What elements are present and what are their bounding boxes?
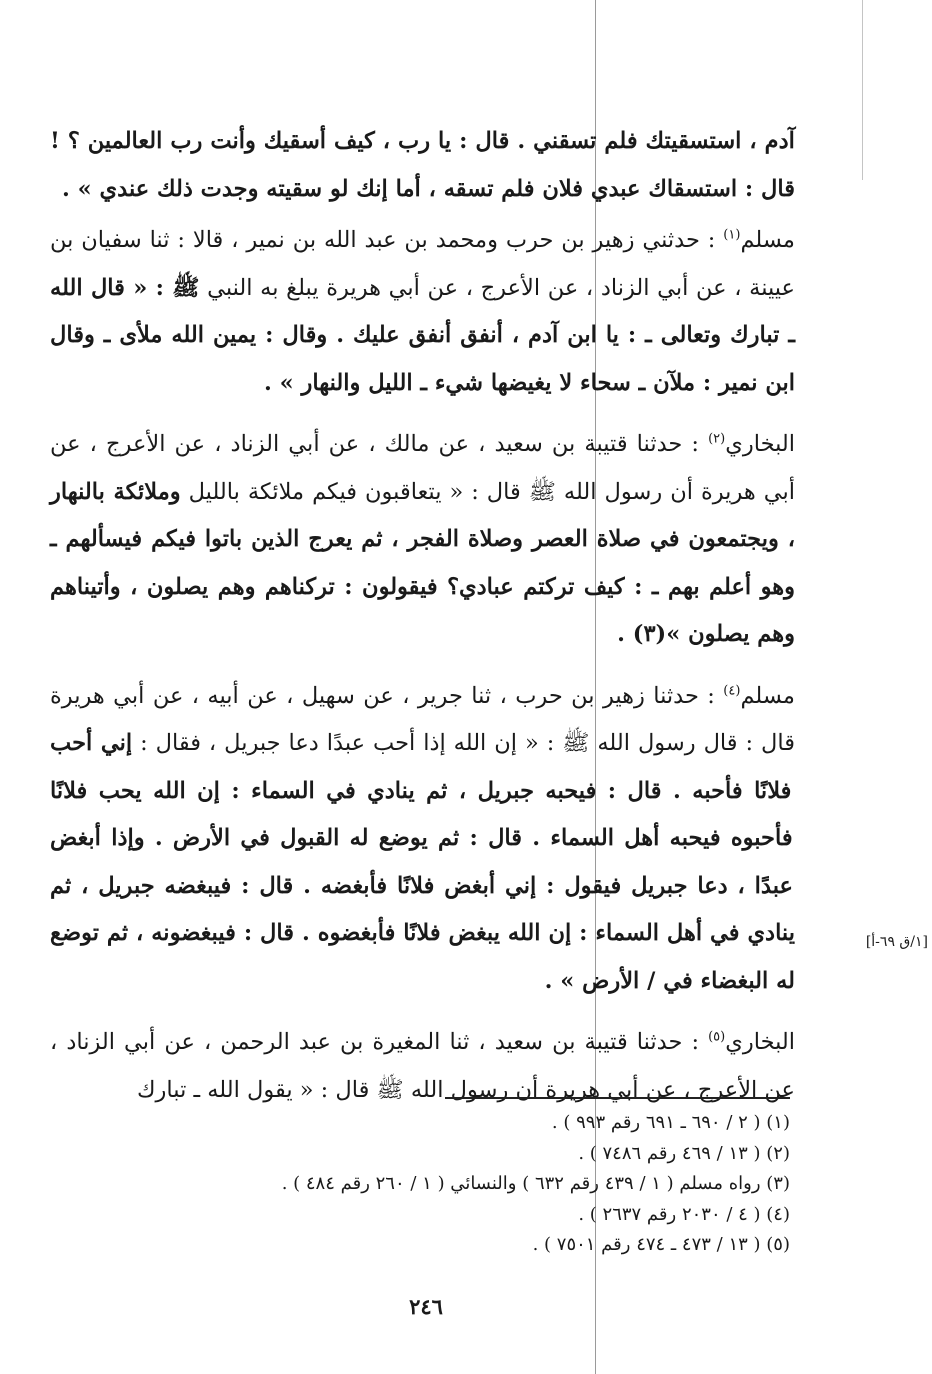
paragraph-3 xyxy=(50,421,795,659)
text-line: سفيان بن عيينة ، عن أبي الزناد ، عن الأعرج ، عن أبي هريرة يبلغ به النبي xyxy=(50,227,795,301)
footnote: (٣) رواه مسلم ( ١ / ٤٣٩ رقم ٦٣٢ ) والنسائي ( ١ / ٢٦٠ رقم ٤٨٤ ) . xyxy=(281,1173,790,1194)
footnotes xyxy=(150,1108,790,1261)
paragraph-1 xyxy=(50,118,795,213)
paragraph-4 xyxy=(50,673,795,1006)
page-number: ٢٤٦ xyxy=(409,1294,443,1319)
text-line: يصلون ، وأتيناهم وهم يصلون »(٣) . xyxy=(50,573,795,647)
text-line: الزناد ، عن الأعرج ، عن أبي هريرة أن رسول الله ﷺ قال : « يقول الله ـ تبارك xyxy=(50,1029,795,1103)
footnote: (٤) ( ٤ / ٢٠٣٠ رقم ٢٦٣٧ ) . xyxy=(578,1203,790,1225)
text-line: ﷺ : « قال الله ـ تبارك وتعالى ـ : يا ابن آدم ، أنفق أنفق عليك . وقال : يمين الله xyxy=(50,274,796,348)
footnote: (١) ( ٢ / ٦٩٠ ـ ٦٩١ رقم ٩٩٣ ) . xyxy=(551,1112,790,1133)
text-line: قال : استسقاك عبدي فلان فلم تسقه ، أما إنك لو سقيته وجدت ذلك عندي » . xyxy=(61,175,795,202)
hadith-source: البخاري xyxy=(725,1029,795,1055)
text-line: وملائكة بالنهار ، ويجتمعون في صلاة العصر وصلاة الفجر ، ثم يعرج الذين باتوا xyxy=(50,478,795,552)
footnote: (٥) ( ١٣ / ٤٧٣ ـ ٤٧٤ رقم ٧٥٠١ ) . xyxy=(532,1234,790,1255)
text-line: أبي هريرة قال : قال رسول الله ﷺ : « إن الله إذا أحب عبدًا دعا جبريل ، فقال : xyxy=(50,682,795,756)
text-line: فيكم فيسألهم ـ وهو أعلم بهم ـ : كيف تركتم عبادي؟ فيقولون : تركناهم وهم xyxy=(50,526,796,600)
text-line: ينادي في أهل السماء : إن الله يبغض فلانًا فأبغضوه . قال : فيبغضونه ، ثم توضع له xyxy=(50,920,795,994)
footnote-ref: (٢) xyxy=(708,431,726,447)
scan-edge-line xyxy=(862,0,863,180)
text-line: الأعرج ، عن أبي هريرة أن رسول الله ﷺ قال : « يتعاقبون فيكم ملائكة بالليل xyxy=(50,431,795,505)
footnote: (٢) ( ١٣ / ٤٦٩ رقم ٧٤٨٦ ) . xyxy=(578,1142,790,1164)
main-text-column xyxy=(50,118,795,1128)
text-line: فأحبوه فيحبه أهل السماء . قال : ثم يوضع له القبول في الأرض . وإذا أبغض xyxy=(50,825,793,851)
hadith-source: البخاري xyxy=(725,431,795,457)
paragraph-2 xyxy=(50,217,795,407)
text-line: إني أحب فلانًا فأحبه . قال : فيحبه جبريل ، ثم ينادي في السماء : إن الله يحب فلانًا xyxy=(50,730,792,804)
text-line: آدم ، استسقيتك فلم تسقني . قال : يا رب ، كيف أسقيك وأنت رب العالمين ؟ ! xyxy=(50,128,795,154)
text-line: : حدثنا زهير بن حرب ، ثنا جرير ، عن سهيل ، عن أبيه ، عن xyxy=(144,682,715,709)
footnote-divider xyxy=(445,1097,790,1099)
text-line: : حدثنا قتيبة بن سعيد ، ثنا المغيرة بن عبد الرحمن ، عن أبي xyxy=(114,1029,700,1055)
hadith-source: مسلم xyxy=(740,682,795,709)
footnote-ref: (١) xyxy=(723,227,741,243)
text-line: عبدًا ، دعا جبريل فيقول : إني أبغض فلانًا فأبغضه . قال : فيبغضه جبريل ، ثم xyxy=(50,872,793,899)
footnote-ref: (٥) xyxy=(708,1029,726,1045)
paragraph-5 xyxy=(50,1019,795,1114)
text-line: : حدثني زهير بن حرب ومحمد بن عبد الله بن نمير ، قالا : ثنا xyxy=(141,227,716,253)
footnote-ref: (٤) xyxy=(723,683,741,698)
manuscript-margin-note: [١/ق ٦٩-أ] xyxy=(865,934,928,950)
text-line: : حدثنا قتيبة بن سعيد ، عن مالك ، عن أبي الزناد ، عن xyxy=(165,431,699,457)
text-line: البغضاء في / الأرض » . xyxy=(544,967,769,994)
hadith-source: مسلم xyxy=(740,227,795,253)
text-line: ملأى ـ وقال ابن نمير : ملآن ـ سحاء لا يغيضها شيء ـ الليل والنهار » . xyxy=(50,322,795,396)
